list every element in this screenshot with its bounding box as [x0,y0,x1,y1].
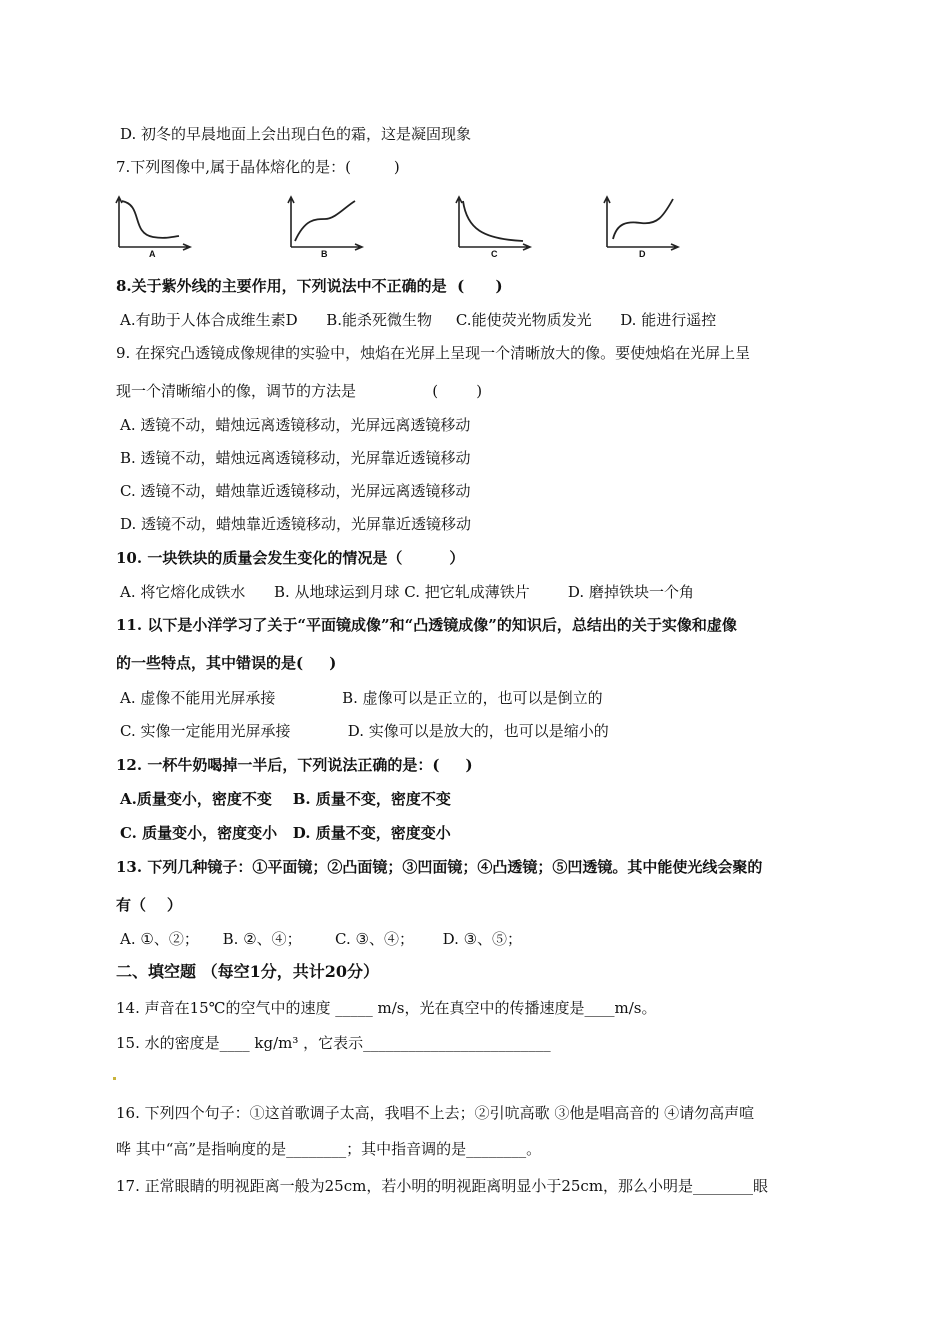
q16-line2: 哗 其中“高”是指响度的是________；其中指音调的是________。 [116,1140,542,1158]
q9-stem-line2: 现一个清晰缩小的像，调节的方法是 ( ) [116,382,483,400]
q16-line1: 16. 下列四个句子：①这首歌调子太高，我唱不上去；②引吭高歌 ③他是唱高音的 ④请勿高声喧 [116,1104,755,1122]
graph-label-b: B [321,249,328,259]
q12-stem: 12. 一杯牛奶喝掉一半后，下列说法正确的是：( ) [116,756,473,774]
q9-option-b: B. 透镜不动，蜡烛远离透镜移动，光屏靠近透镜移动 [120,449,471,467]
q13-options: A. ①、②； B. ②、④； C. ③、④； D. ③、⑤； [120,930,523,948]
q8-options: A.有助于人体合成维生素D B.能杀死微生物 C.能使荧光物质发光 D. 能进行遥控 [120,311,717,329]
q9-option-d: D. 透镜不动，蜡烛靠近透镜移动，光屏靠近透镜移动 [120,515,472,533]
graph-c [453,193,533,259]
q9-stem-line1: 9. 在探究凸透镜成像规律的实验中，烛焰在光屏上呈现一个清晰放大的像。要使烛焰在光屏上呈 [116,344,751,362]
q11-options-cd: C. 实像一定能用光屏承接 D. 实像可以是放大的，也可以是缩小的 [120,722,609,740]
graph-label-a: A [149,249,156,259]
graph-label-c: C [491,249,498,259]
graph-a [113,193,193,259]
graph-d [601,193,681,259]
q14-text: 14. 声音在15℃的空气中的速度 _____ m/s，光在真空中的传播速度是____m/s。 [116,999,657,1017]
q9-option-c: C. 透镜不动，蜡烛靠近透镜移动，光屏远离透镜移动 [120,482,471,500]
q11-stem-line1: 11. 以下是小洋学习了关于“平面镜成像”和“凸透镜成像”的知识后，总结出的关于实像和虚像 [116,616,737,634]
q15-text: 15. 水的密度是____ kg/m³ ，它表示_________________________ [116,1034,551,1052]
graph-label-d: D [639,249,646,259]
section2-title: 二、填空题 （每空1分，共计20分） [116,962,379,981]
q17-text: 17. 正常眼睛的明视距离一般为25cm，若小明的明视距离明显小于25cm，那么小明是________眼 [116,1177,769,1195]
q12-options-ab: A.质量变小，密度不变 B. 质量不变，密度不变 [120,790,451,808]
q9-option-a: A. 透镜不动，蜡烛远离透镜移动，光屏远离透镜移动 [120,416,471,434]
q6-option-d: D. 初冬的早晨地面上会出现白色的霜，这是凝固现象 [120,125,472,143]
stray-dot [113,1077,116,1080]
q10-options: A. 将它熔化成铁水 B. 从地球运到月球 C. 把它轧成薄铁片 D. 磨掉铁块一个角 [120,583,694,601]
graph-b [285,193,365,259]
q13-stem-line1: 13. 下列几种镜子：①平面镜；②凸面镜；③凹面镜；④凸透镜；⑤凹透镜。其中能使光线会聚的 [116,858,763,876]
q7-graphs [113,193,713,263]
q8-stem: 8.关于紫外线的主要作用，下列说法中不正确的是 ( ) [116,277,503,295]
q12-options-cd: C. 质量变小，密度变小 D. 质量不变，密度变小 [120,824,451,842]
q11-options-ab: A. 虚像不能用光屏承接 B. 虚像可以是正立的，也可以是倒立的 [120,689,603,707]
q10-stem: 10. 一块铁块的质量会发生变化的情况是（ ） [116,549,465,567]
q11-stem-line2: 的一些特点，其中错误的是( ) [116,654,337,672]
q7-stem: 7.下列图像中,属于晶体熔化的是：( ) [116,158,400,176]
q13-stem-line2: 有（ ） [116,896,182,914]
